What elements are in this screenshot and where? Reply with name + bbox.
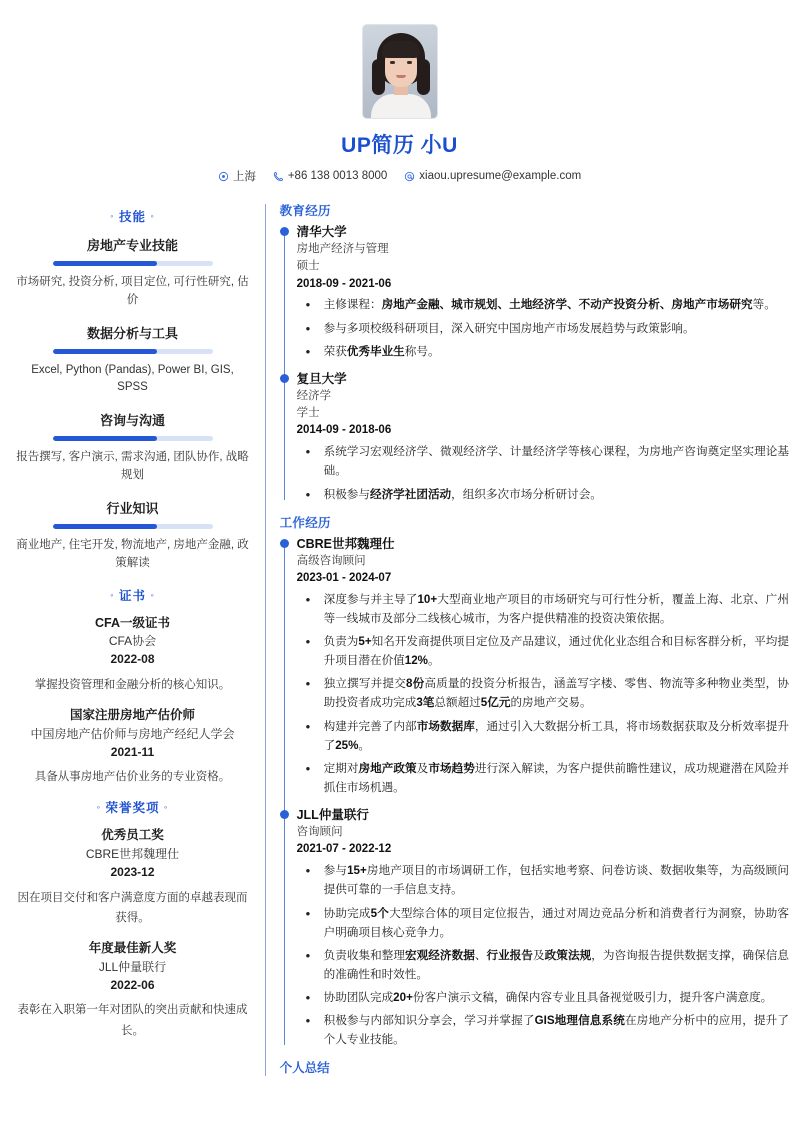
award-title: 年度最佳新人奖 <box>88 941 177 956</box>
photo-mouth <box>396 75 406 78</box>
education-major: 房地产经济与管理 <box>296 243 389 256</box>
contact-email-text: xiaou.upresume@example.com <box>419 170 582 182</box>
bullet-item: • 独立撰写并提交8份高质量的投资分析报告，涵盖写字楼、零售、物流等多种物业类型，协助投资者成功完成3笔总额超过5亿元的房地产交易。 <box>297 674 789 712</box>
ornament-circle-right: ◦ <box>150 211 155 221</box>
timeline-dot-icon <box>280 810 289 819</box>
award-description: 因在项目交付和客户满意度方面的卓越表现而获得。 <box>17 891 248 924</box>
education-bullets <box>297 442 789 503</box>
bullet-item: • 协助完成5个大型综合体的项目定位报告，通过对周边竞品分析和消费者行为洞察，协助客户明确项目核心竞争力。 <box>297 904 789 942</box>
section-work <box>280 513 789 1050</box>
bullet-item: • 负责为5+知名开发商提供项目定位及产品建议，通过优化业态组合和目标客群分析，平均提升项目潜在价值12%。 <box>297 632 789 670</box>
section-education <box>280 201 789 504</box>
bullet-item: • 积极参与经济学社团活动，组织多次市场分析研讨会。 <box>297 485 789 504</box>
bullet-item: • 主修课程：房地产金融、城市规划、土地经济学、不动产投资分析、房地产市场研究等。 <box>297 295 789 314</box>
certificate-title: 国家注册房地产估价师 <box>69 707 195 722</box>
location-pin-icon <box>218 171 229 182</box>
section-summary-title: 个人总结 <box>279 1061 330 1076</box>
bullet-item: • 深度参与并主导了10+大型商业地产项目的市场研究与可行性分析，覆盖上海、北京、广州等一线城市及部分二线核心城市，为客户提供精准的投资决策依据。 <box>297 590 789 628</box>
award-item <box>14 939 251 1041</box>
sidebar-awards-title-text: 荣誉奖项 <box>105 801 160 816</box>
contact-phone <box>273 170 387 182</box>
contact-list <box>0 168 799 184</box>
skill-name: 数据分析与工具 <box>86 325 178 341</box>
skill-name: 房地产专业技能 <box>86 238 178 253</box>
phone-icon <box>273 171 284 182</box>
education-timeline <box>280 223 789 504</box>
timeline-dot-icon <box>280 539 289 548</box>
award-description: 表彰在入职第一年对团队的突出贡献和快速成长。 <box>17 1004 248 1037</box>
sidebar-certificates-title-text: 证书 <box>118 588 146 603</box>
section-education-title: 教育经历 <box>279 204 331 218</box>
education-bullets <box>297 295 789 360</box>
award-org: CBRE世邦魏理仕 <box>85 847 180 862</box>
photo-eye-left <box>390 61 395 64</box>
contact-phone-text: +86 138 0013 8000 <box>287 170 388 182</box>
profile-photo <box>362 24 438 119</box>
skill-description: 市场研究, 投资分析, 项目定位, 可行性研究, 估价 <box>16 276 249 306</box>
sidebar <box>0 201 265 1076</box>
work-company: CBRE世邦魏理仕 <box>296 536 395 551</box>
certificate-title: CFA一级证书 <box>94 615 170 630</box>
ornament-circle-right: ◦ <box>163 802 169 813</box>
skill-progress-track <box>53 261 213 266</box>
sidebar-skills-title <box>14 207 251 225</box>
page-title: UP简历 小U <box>341 134 458 157</box>
sidebar-section-certificates <box>14 586 251 788</box>
education-school: 复旦大学 <box>296 371 347 386</box>
bullet-item: • 定期对房地产政策及市场趋势进行深入解读，为客户提供前瞻性建议，成功规避潜在风险并抓住市场机遇。 <box>297 759 789 797</box>
skill-progress-fill <box>53 261 157 266</box>
work-entry <box>297 806 789 1049</box>
education-entry <box>297 223 789 361</box>
certificate-description: 具备从事房地产估价业务的专业资格。 <box>34 771 231 784</box>
award-org: JLL仲量联行 <box>98 959 167 974</box>
certificate-item <box>14 706 251 787</box>
section-work-title: 工作经历 <box>279 515 331 530</box>
timeline-dot-icon <box>280 374 289 383</box>
skill-group <box>14 323 251 398</box>
education-degree: 学士 <box>296 407 320 420</box>
award-title: 优秀员工奖 <box>101 828 164 843</box>
skill-progress-fill <box>53 349 157 354</box>
bullet-item: • 协助团队完成20+份客户演示文稿，确保内容专业且具备视觉吸引力，提升客户满意度。 <box>297 988 789 1007</box>
bullet-item: • 系统学习宏观经济学、微观经济学、计量经济学等核心课程，为房地产咨询奠定坚实理论基础。 <box>297 442 789 480</box>
work-company: JLL仲量联行 <box>296 808 369 823</box>
work-date: 2021-07 - 2022-12 <box>296 843 392 856</box>
bullet-item: • 负责收集和整理宏观经济数据、行业报告及政策法规，为咨询报告提供数据支撑，确保信息的准确性和时效性。 <box>297 946 789 984</box>
ornament-circle-left: ◦ <box>96 802 101 813</box>
ornament-circle-left: ◦ <box>110 589 115 600</box>
certificate-date: 2021-11 <box>110 744 155 759</box>
award-item <box>14 826 251 928</box>
skill-name: 行业知识 <box>106 500 159 516</box>
contact-location-text: 上海 <box>232 171 256 183</box>
resume-body <box>0 201 799 1076</box>
photo-eye-right <box>407 61 412 64</box>
contact-email <box>404 170 581 182</box>
work-bullets <box>297 590 789 797</box>
sidebar-section-awards <box>14 798 251 1040</box>
skill-description: Excel, Python (Pandas), Power BI, GIS, SPSS <box>31 363 234 394</box>
email-at-icon <box>404 171 415 182</box>
award-date: 2022-06 <box>110 977 155 992</box>
bullet-item: • 构建并完善了内部市场数据库，通过引入大数据分析工具，将市场数据获取及分析效率提升了25%。 <box>297 717 789 755</box>
skill-progress-fill <box>53 524 157 529</box>
ornament-circle-left: ◦ <box>110 211 115 221</box>
resume-header <box>0 0 799 184</box>
work-bullets <box>297 861 789 1049</box>
work-date: 2023-01 - 2024-07 <box>296 572 392 584</box>
skill-group <box>14 498 251 573</box>
skill-progress-fill <box>53 436 157 441</box>
bullet-item: • 积极参与内部知识分享会，学习并掌握了GIS地理信息系统在房地产分析中的应用，提升了个人专业技能。 <box>297 1011 789 1049</box>
certificate-org: CFA协会 <box>108 634 157 649</box>
certificate-description: 掌握投资管理和金融分析的核心知识。 <box>34 678 231 691</box>
skill-group <box>14 235 251 310</box>
skill-progress-track <box>53 349 213 354</box>
education-major: 经济学 <box>296 389 332 402</box>
education-degree: 硕士 <box>296 260 320 273</box>
ornament-circle-right: ◦ <box>150 589 155 600</box>
work-role: 咨询顾问 <box>296 826 343 839</box>
skill-name: 咨询与沟通 <box>99 413 165 429</box>
main-content <box>266 201 799 1076</box>
work-entry <box>297 535 789 797</box>
education-school: 清华大学 <box>296 225 347 239</box>
sidebar-certificates-title <box>14 586 251 604</box>
education-date: 2014-09 - 2018-06 <box>296 424 392 437</box>
certificate-date: 2022-08 <box>110 652 155 667</box>
skill-progress-track <box>53 524 213 529</box>
skill-description: 报告撰写, 客户演示, 需求沟通, 团队协作, 战略规划 <box>16 451 249 482</box>
work-role: 高级咨询顾问 <box>296 554 366 567</box>
sidebar-awards-title <box>14 798 251 816</box>
sidebar-skills-title-text: 技能 <box>118 210 146 224</box>
certificate-org: 中国房地产估价师与房地产经纪人学会 <box>30 726 235 741</box>
bullet-item: • 荣获优秀毕业生称号。 <box>297 342 789 361</box>
certificate-item <box>14 614 251 695</box>
education-entry <box>297 370 789 504</box>
skill-progress-track <box>53 436 213 441</box>
skill-group <box>14 410 251 485</box>
bullet-item: • 参与多项校级科研项目，深入研究中国房地产市场发展趋势与政策影响。 <box>297 319 789 338</box>
sidebar-section-skills <box>14 207 251 573</box>
photo-body-shape <box>371 94 431 118</box>
timeline-dot-icon <box>280 227 289 236</box>
bullet-item: • 参与15+房地产项目的市场调研工作，包括实地考察、问卷访谈、数据收集等，为高级顾问提供可靠的一手信息支持。 <box>297 861 789 899</box>
education-date: 2018-09 - 2021-06 <box>296 277 392 290</box>
work-timeline <box>280 535 789 1050</box>
skill-description: 商业地产, 住宅开发, 物流地产, 房地产金融, 政策解读 <box>16 538 249 569</box>
contact-location <box>218 168 256 184</box>
photo-fringe-shape <box>382 41 420 58</box>
award-date: 2023-12 <box>110 865 155 880</box>
